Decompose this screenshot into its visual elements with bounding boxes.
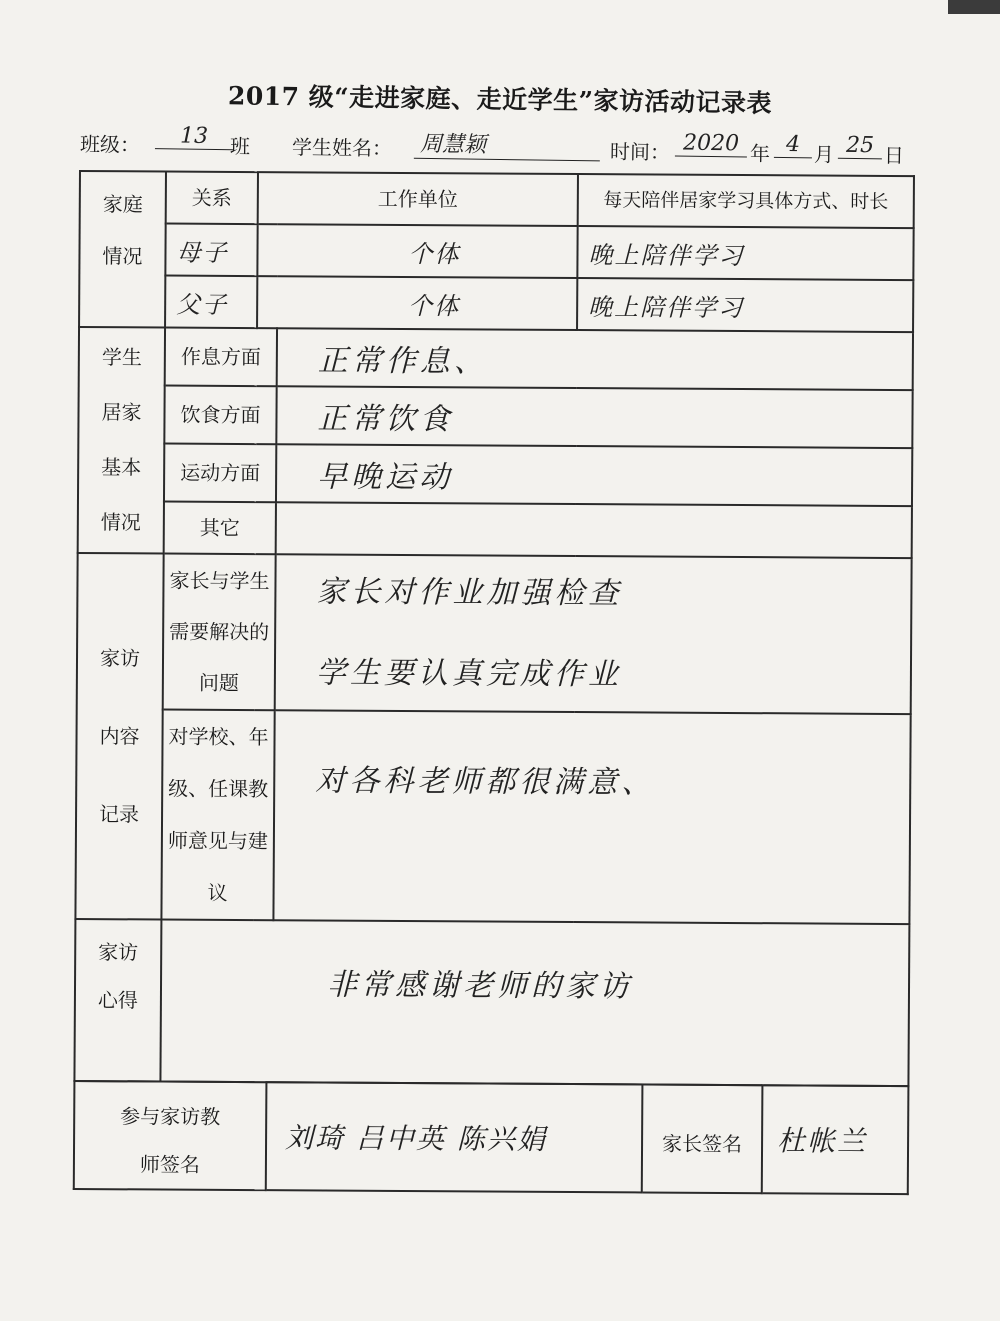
visit-opinion-row xyxy=(75,709,910,924)
record-table xyxy=(73,170,915,1087)
home-item-label: 运动方面 xyxy=(164,444,276,503)
parent-sign-cell xyxy=(762,1085,909,1194)
day-value: 25 xyxy=(845,132,875,159)
family-header-row xyxy=(80,171,914,228)
teacher-sign-label xyxy=(74,1081,267,1190)
day-field xyxy=(838,133,882,160)
home-item-value: 正常作息、 xyxy=(317,343,488,380)
family-section-text: 家庭情况 xyxy=(102,192,143,269)
home-item-label: 其它 xyxy=(164,502,276,555)
relation-value: 父子 xyxy=(176,290,229,319)
time-label: 时间： xyxy=(609,139,671,165)
home-item-value: 正常饮食 xyxy=(317,401,454,438)
teacher-sign-cell xyxy=(266,1082,643,1192)
visit-problems-row xyxy=(77,553,912,714)
year-field xyxy=(675,130,747,157)
opinion-cell xyxy=(273,710,910,924)
form-title: 2017 级“走进家庭、走近学生”家访活动记录表 xyxy=(227,81,773,118)
insight-row xyxy=(74,919,909,1086)
home-item-value: 早晚运动 xyxy=(317,459,454,496)
visit-section-label xyxy=(75,553,163,920)
home-item-label: 作息方面 xyxy=(165,328,277,387)
family-section-label xyxy=(79,171,166,328)
relation-header: 关系 xyxy=(166,172,258,225)
class-label: 班级： xyxy=(79,132,141,157)
class-value-field xyxy=(155,123,233,150)
mode-header: 每天陪伴居家学习具体方式、时长 xyxy=(578,174,914,228)
month-suffix: 月 xyxy=(813,142,835,167)
parent-sign-label: 家长签名 xyxy=(642,1084,763,1193)
problems-line-1: 家长对作业加强检查 xyxy=(316,574,623,612)
scan-corner-mark xyxy=(948,0,1000,14)
home-row xyxy=(78,385,912,448)
signature-row xyxy=(74,1081,909,1194)
parent-signature: 杜帐兰 xyxy=(776,1124,868,1158)
mode-value: 晚上陪伴学习 xyxy=(588,292,745,322)
home-item-label: 饮食方面 xyxy=(164,386,276,445)
visit-section-text: 家访内容记录 xyxy=(98,646,141,827)
class-value: 13 xyxy=(179,123,209,149)
teacher-signatures: 刘琦 吕中英 陈兴娟 xyxy=(284,1121,548,1156)
class-suffix: 班 xyxy=(229,134,251,159)
mode-value: 晚上陪伴学习 xyxy=(588,240,745,270)
problems-line-2: 学生要认真完成作业 xyxy=(315,655,623,693)
student-name-field xyxy=(414,127,600,162)
problems-label xyxy=(163,554,276,711)
home-section-label xyxy=(78,327,165,554)
year-value: 2020 xyxy=(682,130,740,157)
signature-table xyxy=(73,1080,910,1195)
record-sheet xyxy=(73,170,913,1205)
form-header xyxy=(80,122,920,174)
work-value: 个体 xyxy=(408,239,461,268)
work-header: 工作单位 xyxy=(258,172,578,226)
home-row xyxy=(79,327,913,390)
family-row xyxy=(79,275,913,332)
home-section-text: 学生居家基本情况 xyxy=(100,345,142,535)
insight-cell xyxy=(160,920,909,1087)
home-row xyxy=(78,443,912,506)
year-suffix: 年 xyxy=(749,141,771,166)
insight-value: 非常感谢老师的家访 xyxy=(326,967,634,1005)
day-suffix: 日 xyxy=(883,143,905,168)
relation-value: 母子 xyxy=(176,238,229,267)
month-field xyxy=(774,132,812,159)
opinion-label-text: 对学校、年级、任课教师意见与建议 xyxy=(167,724,269,905)
month-value: 4 xyxy=(785,131,801,158)
insight-label-text: 家访心得 xyxy=(97,940,139,1013)
home-row xyxy=(78,501,912,558)
opinion-label xyxy=(161,710,274,921)
family-row xyxy=(79,223,913,280)
work-value: 个体 xyxy=(408,291,461,320)
insight-label xyxy=(74,919,161,1082)
student-label: 学生姓名： xyxy=(291,135,393,161)
problems-cell xyxy=(275,554,912,714)
teacher-sign-label-text: 参与家访教师签名 xyxy=(120,1104,221,1177)
student-name: 周慧颖 xyxy=(419,131,487,158)
opinion-value: 对各科老师都很满意、 xyxy=(315,763,656,801)
problems-label-text: 家长与学生需要解决的问题 xyxy=(169,568,270,695)
